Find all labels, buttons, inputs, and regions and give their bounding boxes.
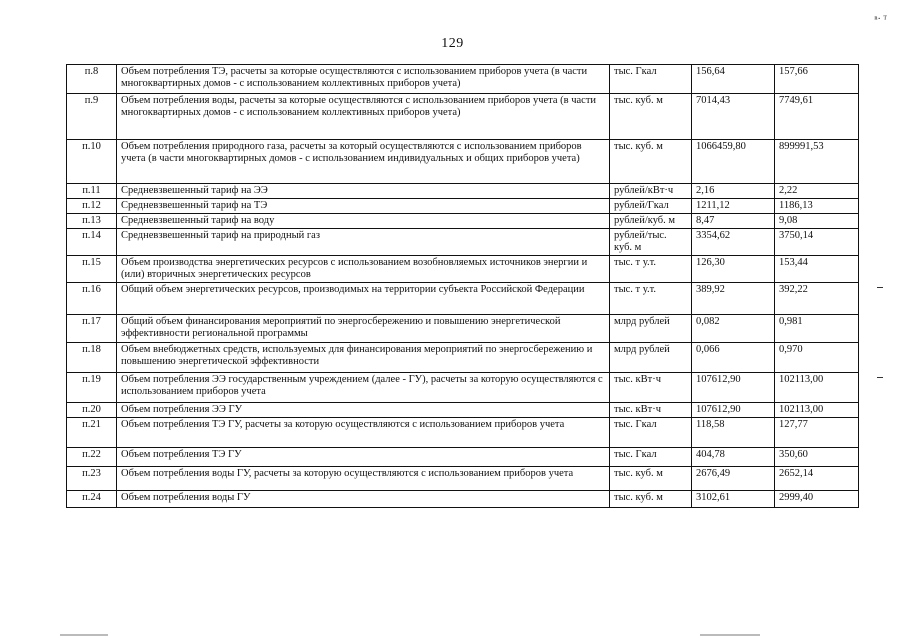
table-row: [67, 94, 859, 140]
row-unit: тыс. куб. м: [610, 491, 692, 508]
row-code: п.13: [67, 214, 117, 229]
row-code: п.10: [67, 140, 117, 184]
row-value-1: 2,16: [692, 184, 775, 199]
row-unit: тыс. кВт·ч: [610, 373, 692, 403]
row-name: Объем потребления воды ГУ: [117, 491, 610, 508]
row-unit: рублей/куб. м: [610, 214, 692, 229]
row-name: Средневзвешенный тариф на природный газ: [117, 229, 610, 256]
row-code: п.18: [67, 343, 117, 373]
table-row: [67, 65, 859, 94]
row-name: Объем производства энергетических ресурсов с использованием возобновляемых источников энергии и (или) вторичных энергетических ресурсов: [117, 256, 610, 283]
row-name: Объем потребления ТЭ ГУ, расчеты за которую осуществляются с использованием приборов учета: [117, 418, 610, 448]
table-body: [67, 65, 859, 508]
row-value-2: 392,22: [775, 283, 859, 315]
row-value-1: 3102,61: [692, 491, 775, 508]
indicator-table: [66, 64, 859, 508]
row-value-2: 127,77: [775, 418, 859, 448]
table-row: [67, 214, 859, 229]
row-value-1: 126,30: [692, 256, 775, 283]
row-value-1: 107612,90: [692, 373, 775, 403]
row-code: п.11: [67, 184, 117, 199]
row-value-2: 0,981: [775, 315, 859, 343]
row-value-2: 157,66: [775, 65, 859, 94]
row-unit: тыс. куб. м: [610, 140, 692, 184]
row-value-1: 8,47: [692, 214, 775, 229]
row-unit: млрд рублей: [610, 315, 692, 343]
row-unit: тыс. Гкал: [610, 65, 692, 94]
row-code: п.24: [67, 491, 117, 508]
row-name: Общий объем финансирования мероприятий по энергосбережению и повышению энергетической эффективности региональной программы: [117, 315, 610, 343]
row-value-1: 107612,90: [692, 403, 775, 418]
scan-artifact: [700, 634, 760, 636]
page-number: 129: [441, 36, 464, 51]
row-value-1: 1211,12: [692, 199, 775, 214]
row-unit: тыс. т у.т.: [610, 283, 692, 315]
row-value-2: 102113,00: [775, 373, 859, 403]
row-name: Объем потребления ТЭ ГУ: [117, 448, 610, 467]
row-code: п.8: [67, 65, 117, 94]
row-value-2: 102113,00: [775, 403, 859, 418]
row-value-1: 1066459,80: [692, 140, 775, 184]
row-value-2: 1186,13: [775, 199, 859, 214]
row-name: Объем потребления ТЭ, расчеты за которые осуществляются с использованием приборов учета (в части многоквартирных домов - с использованием коллективных приборов учета): [117, 65, 610, 94]
table-row: [67, 184, 859, 199]
row-value-1: 0,082: [692, 315, 775, 343]
row-name: Объем потребления воды, расчеты за которые осуществляются с использованием приборов учета (в части многоквартирных домов - с использованием коллективных приборов учета): [117, 94, 610, 140]
row-value-1: 7014,43: [692, 94, 775, 140]
row-value-2: 0,970: [775, 343, 859, 373]
row-name: Средневзвешенный тариф на ЭЭ: [117, 184, 610, 199]
row-value-2: 2652,14: [775, 467, 859, 491]
row-unit: тыс. Гкал: [610, 448, 692, 467]
row-code: п.16: [67, 283, 117, 315]
table-row: [67, 343, 859, 373]
row-value-1: 3354,62: [692, 229, 775, 256]
row-unit: тыс. куб. м: [610, 94, 692, 140]
row-value-1: 2676,49: [692, 467, 775, 491]
scan-artifact: [60, 634, 108, 636]
row-code: п.9: [67, 94, 117, 140]
table-row: [67, 283, 859, 315]
table-row: [67, 448, 859, 467]
row-name: Объем потребления ЭЭ ГУ: [117, 403, 610, 418]
table-row: [67, 199, 859, 214]
table-row: [67, 403, 859, 418]
row-name: Объем потребления природного газа, расчеты за который осуществляются с использованием приборов учета (в части многоквартирных домов - с использованием индивидуальных и общих приборов учета): [117, 140, 610, 184]
row-unit: рублей/тыс. куб. м: [610, 229, 692, 256]
margin-mark: [877, 377, 883, 378]
row-value-2: 9,08: [775, 214, 859, 229]
row-name: Объем внебюджетных средств, используемых для финансирования мероприятий по энергосбережению и повышению энергетической эффективности: [117, 343, 610, 373]
row-value-2: 3750,14: [775, 229, 859, 256]
row-unit: тыс. куб. м: [610, 467, 692, 491]
row-value-1: 389,92: [692, 283, 775, 315]
row-unit: тыс. Гкал: [610, 418, 692, 448]
row-unit: тыс. кВт·ч: [610, 403, 692, 418]
row-value-2: 153,44: [775, 256, 859, 283]
row-value-1: 118,58: [692, 418, 775, 448]
row-code: п.23: [67, 467, 117, 491]
table-row: [67, 229, 859, 256]
row-value-1: 156,64: [692, 65, 775, 94]
table-row: [67, 373, 859, 403]
row-code: п.12: [67, 199, 117, 214]
row-value-2: 2,22: [775, 184, 859, 199]
row-value-2: 350,60: [775, 448, 859, 467]
row-unit: рублей/Гкал: [610, 199, 692, 214]
margin-mark: [877, 287, 883, 288]
row-name: Средневзвешенный тариф на ТЭ: [117, 199, 610, 214]
table-row: [67, 418, 859, 448]
row-name: Общий объем энергетических ресурсов, производимых на территории субъекта Российской Федерации: [117, 283, 610, 315]
row-unit: рублей/кВт·ч: [610, 184, 692, 199]
row-value-1: 404,78: [692, 448, 775, 467]
row-code: п.14: [67, 229, 117, 256]
row-code: п.15: [67, 256, 117, 283]
table-row: [67, 467, 859, 491]
row-value-2: 899991,53: [775, 140, 859, 184]
table-row: [67, 315, 859, 343]
row-code: п.20: [67, 403, 117, 418]
row-name: Объем потребления воды ГУ, расчеты за которую осуществляются с использованием приборов учета: [117, 467, 610, 491]
row-value-1: 0,066: [692, 343, 775, 373]
table-row: [67, 256, 859, 283]
row-code: п.19: [67, 373, 117, 403]
row-value-2: 2999,40: [775, 491, 859, 508]
row-name: Объем потребления ЭЭ государственным учреждением (далее - ГУ), расчеты за которую осуществляются с использованием приборов учета: [117, 373, 610, 403]
row-code: п.22: [67, 448, 117, 467]
row-code: п.21: [67, 418, 117, 448]
table-row: [67, 140, 859, 184]
table-row: [67, 491, 859, 508]
row-code: п.17: [67, 315, 117, 343]
scan-mark: ⁿ· ᵀ: [874, 14, 887, 25]
row-value-2: 7749,61: [775, 94, 859, 140]
row-unit: млрд рублей: [610, 343, 692, 373]
row-unit: тыс. т у.т.: [610, 256, 692, 283]
row-name: Средневзвешенный тариф на воду: [117, 214, 610, 229]
